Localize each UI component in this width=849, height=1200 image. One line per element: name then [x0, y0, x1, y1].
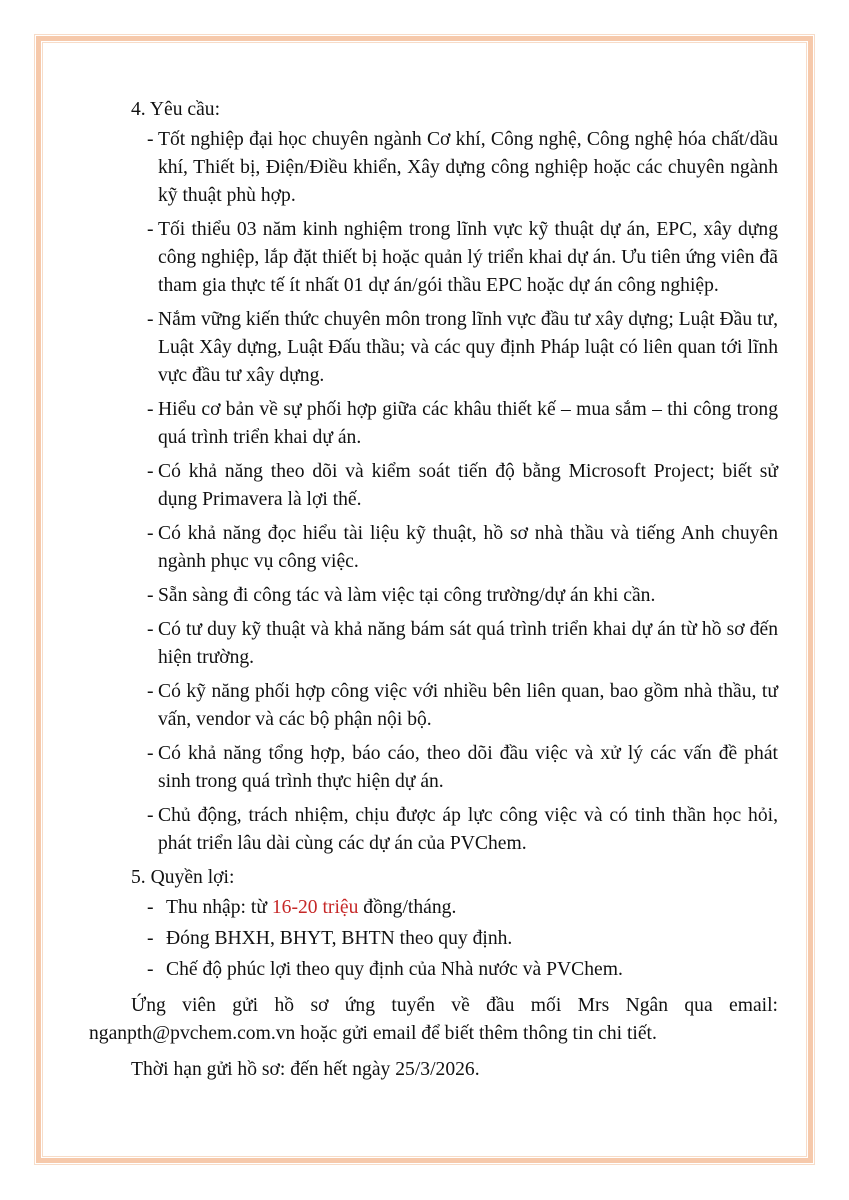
- dash: -: [147, 461, 154, 482]
- benefit-text: Đóng BHXH, BHYT, BHTN theo quy định.: [166, 928, 513, 949]
- document-body: [89, 96, 778, 1084]
- dash: -: [147, 399, 154, 420]
- dash: -: [147, 129, 154, 150]
- requirement-item: [89, 306, 778, 390]
- requirement-item: [89, 740, 778, 796]
- requirement-item: [89, 126, 778, 210]
- requirement-text: Có khả năng theo dõi và kiểm soát tiến độ bằng Microsoft Project; biết sử dụng Primavera là lợi thế.: [158, 461, 778, 510]
- dash: -: [147, 897, 154, 918]
- dash: -: [147, 743, 154, 764]
- requirement-text: Tốt nghiệp đại học chuyên ngành Cơ khí, Công nghệ, Công nghệ hóa chất/dầu khí, Thiết bị, Điện/Điều khiển, Xây dựng công nghiệp hoặc các chuyên ngành kỹ thuật phù hợp.: [158, 129, 778, 206]
- benefit-item-salary: [89, 894, 778, 922]
- requirement-item: [89, 616, 778, 672]
- benefit-text: Chế độ phúc lợi theo quy định của Nhà nước và PVChem.: [166, 959, 623, 980]
- requirement-item: [89, 216, 778, 300]
- requirement-text: Hiểu cơ bản về sự phối hợp giữa các khâu thiết kế – mua sắm – thi công trong quá trình triển khai dự án.: [158, 399, 778, 448]
- dash: -: [147, 523, 154, 544]
- dash: -: [147, 928, 154, 949]
- section-5-heading: 5. Quyền lợi:: [131, 867, 235, 888]
- requirement-text: Chủ động, trách nhiệm, chịu được áp lực công việc và có tinh thần học hỏi, phát triển lâu dài cùng các dự án của PVChem.: [158, 805, 778, 854]
- salary-value: 16-20 triệu: [271, 897, 359, 918]
- requirement-text: Tối thiểu 03 năm kinh nghiệm trong lĩnh vực kỹ thuật dự án, EPC, xây dựng công nghiệp, lắp đặt thiết bị hoặc quản lý triển khai dự án. Ưu tiên ứng viên đã tham gia thực tế ít nhất 01 dự án/gói thầu EPC hoặc dự án công nghiệp.: [158, 219, 778, 296]
- requirement-item: [89, 678, 778, 734]
- requirement-item: [89, 582, 778, 610]
- contact-paragraph: Ứng viên gửi hồ sơ ứng tuyển về đầu mối Mrs Ngân qua email: nganpth@pvchem.com.vn hoặc gửi email để biết thêm thông tin chi tiết.: [89, 995, 778, 1044]
- requirement-item: [89, 396, 778, 452]
- salary-prefix: Thu nhập: từ: [166, 897, 272, 918]
- deadline-paragraph: Thời hạn gửi hồ sơ: đến hết ngày 25/3/2026.: [131, 1059, 480, 1080]
- dash: -: [147, 585, 154, 606]
- requirement-text: Có kỹ năng phối hợp công việc với nhiều bên liên quan, bao gồm nhà thầu, tư vấn, vendor và các bộ phận nội bộ.: [158, 681, 778, 730]
- dash: -: [147, 619, 154, 640]
- requirement-text: Có khả năng tổng hợp, báo cáo, theo dõi đầu việc và xử lý các vấn đề phát sinh trong quá trình thực hiện dự án.: [158, 743, 778, 792]
- benefit-item: [89, 925, 778, 953]
- section-4-heading: 4. Yêu cầu:: [131, 99, 221, 120]
- benefits-list: [89, 894, 778, 984]
- requirement-text: Có khả năng đọc hiểu tài liệu kỹ thuật, hồ sơ nhà thầu và tiếng Anh chuyên ngành phục vụ công việc.: [158, 523, 778, 572]
- requirement-text: Có tư duy kỹ thuật và khả năng bám sát quá trình triển khai dự án từ hồ sơ đến hiện trường.: [158, 619, 778, 668]
- salary-suffix: đồng/tháng.: [358, 897, 457, 918]
- requirements-list: [89, 126, 778, 858]
- dash: -: [147, 805, 154, 826]
- dash: -: [147, 681, 154, 702]
- dash: -: [147, 309, 154, 330]
- requirement-item: [89, 802, 778, 858]
- benefit-item: [89, 956, 778, 984]
- requirement-text: Sẵn sàng đi công tác và làm việc tại công trường/dự án khi cần.: [158, 585, 656, 606]
- requirement-item: [89, 520, 778, 576]
- requirement-item: [89, 458, 778, 514]
- dash: -: [147, 959, 154, 980]
- requirement-text: Nắm vững kiến thức chuyên môn trong lĩnh vực đầu tư xây dựng; Luật Đầu tư, Luật Xây dựng, Luật Đấu thầu; và các quy định Pháp luật có liên quan tới lĩnh vực đầu tư xây dựng.: [158, 309, 778, 386]
- dash: -: [147, 219, 154, 240]
